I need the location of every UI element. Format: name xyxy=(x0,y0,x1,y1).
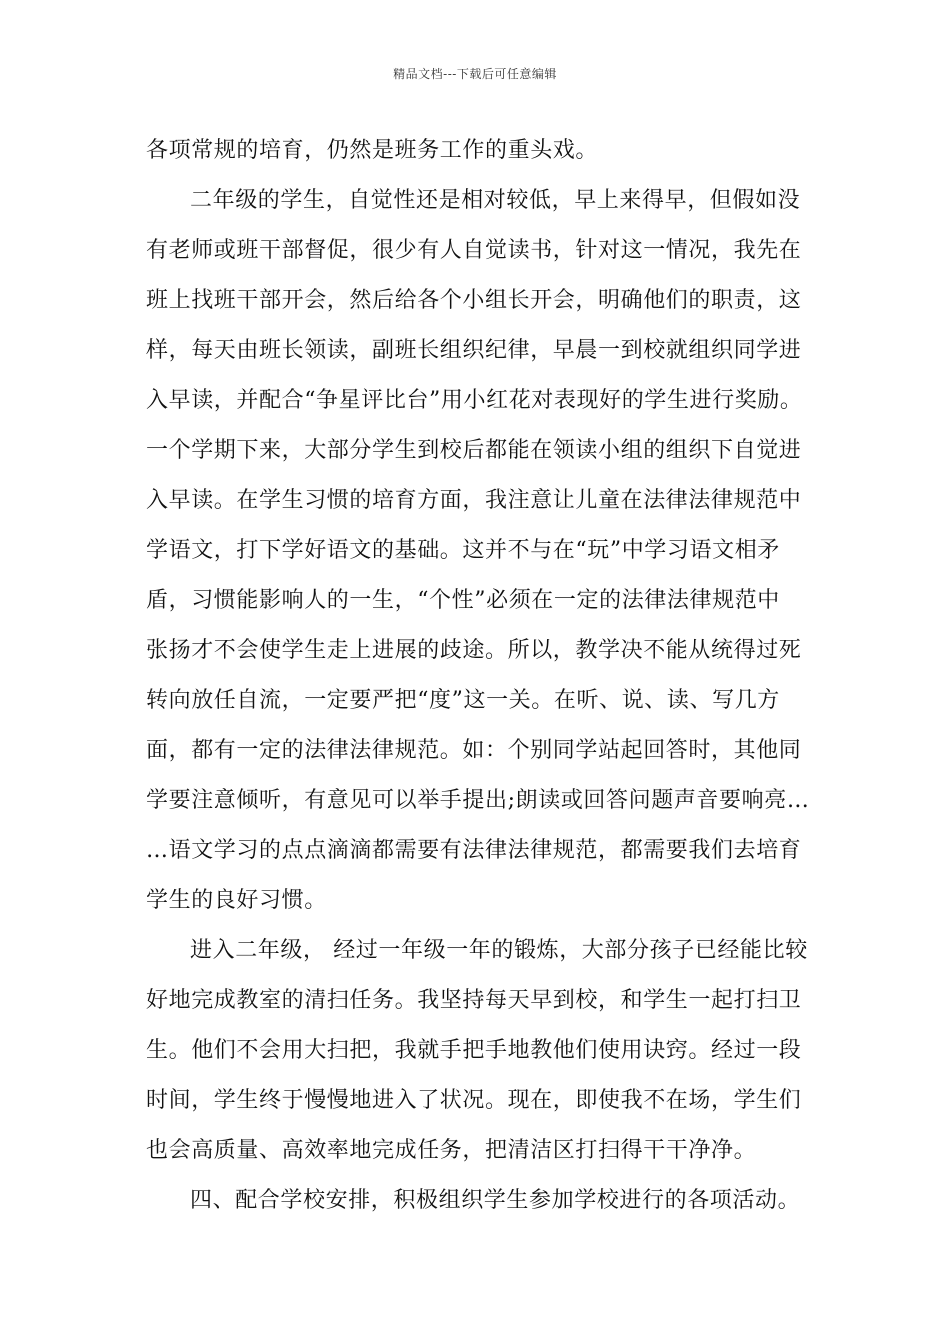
text-line: 生。他们不会用大扫把，我就手把手地教他们使用诀窍。经过一段 xyxy=(146,1038,802,1063)
text-line: 入早读。在学生习惯的培育方面，我注意让儿童在法律法律规范中 xyxy=(146,488,802,513)
text-line: 一个学期下来，大部分学生到校后都能在领读小组的组织下自觉进 xyxy=(146,438,802,463)
text-line: 进入二年级， 经过一年级一年的锻炼，大部分孩子已经能比较 xyxy=(190,938,808,963)
text-line: 样，每天由班长领读，副班长组织纪律，早晨一到校就组织同学进 xyxy=(146,338,802,363)
text-line: 各项常规的培育，仍然是班务工作的重头戏。 xyxy=(146,138,599,163)
text-line: 学语文，打下学好语文的基础。这并不与在“玩”中学习语文相矛 xyxy=(146,538,780,563)
text-line: 二年级的学生，自觉性还是相对较低，早上来得早，但假如没 xyxy=(190,188,801,213)
page-header: 精品文档---下载后可任意编辑 xyxy=(393,67,557,81)
text-line: 有老师或班干部督促，很少有人自觉读书，针对这一情况，我先在 xyxy=(146,238,802,263)
text-line: 学生的良好习惯。 xyxy=(146,888,327,913)
text-line: 也会高质量、高效率地完成任务，把清洁区打扫得干干净净。 xyxy=(146,1138,757,1163)
text-line: 学要注意倾听，有意见可以举手提出;朗读或回答问题声音要响亮… xyxy=(146,788,810,813)
text-line: 张扬才不会使学生走上进展的歧途。所以，教学决不能从统得过死 xyxy=(146,638,802,663)
text-line: 转向放任自流，一定要严把“度”这一关。在听、说、读、写几方 xyxy=(146,688,780,713)
text-line: 入早读，并配合“争星评比台”用小红花对表现好的学生进行奖励。 xyxy=(146,388,803,413)
text-line: 时间，学生终于慢慢地进入了状况。现在，即使我不在场，学生们 xyxy=(146,1088,802,1113)
text-line: 面，都有一定的法律法律规范。如：个别同学站起回答时，其他同 xyxy=(146,738,802,763)
text-line: 好地完成教室的清扫任务。我坚持每天早到校，和学生一起打扫卫 xyxy=(146,988,802,1013)
text-line: 班上找班干部开会，然后给各个小组长开会，明确他们的职责，这 xyxy=(146,288,802,313)
text-line: 四、配合学校安排，积极组织学生参加学校进行的各项活动。 xyxy=(190,1188,801,1213)
text-line: …语文学习的点点滴滴都需要有法律法律规范，都需要我们去培育 xyxy=(146,838,802,863)
text-line: 盾，习惯能影响人的一生，“个性”必须在一定的法律法律规范中 xyxy=(146,588,780,613)
